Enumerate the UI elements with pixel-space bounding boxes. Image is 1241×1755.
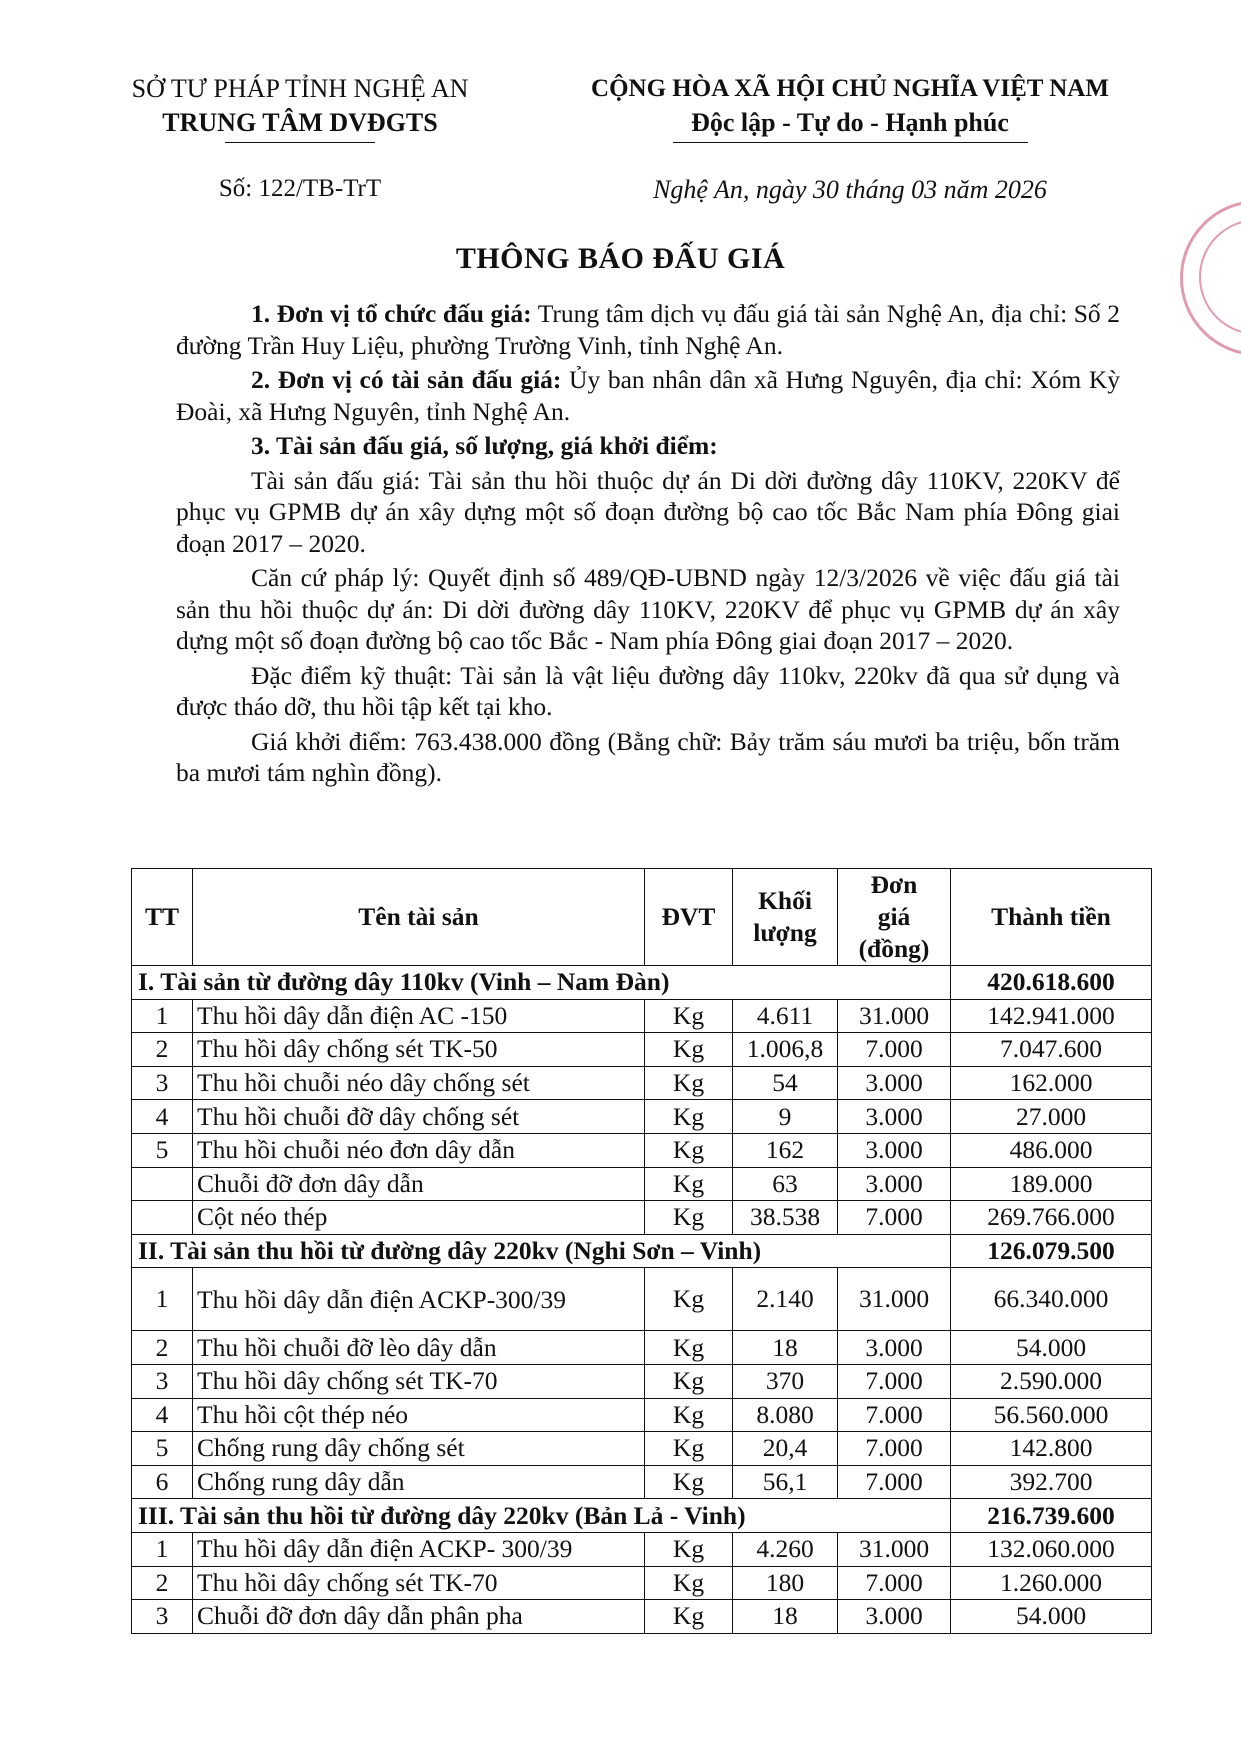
cell-price: 7.000 <box>838 1465 951 1499</box>
cell-tt: 6 <box>132 1465 193 1499</box>
cell-total: 132.060.000 <box>951 1532 1152 1566</box>
section-title: I. Tài sản từ đường dây 110kv (Vinh – Nam Đàn) <box>132 966 951 1000</box>
cell-unit: Kg <box>645 999 733 1033</box>
table-row <box>132 1465 1152 1499</box>
section-total: 420.618.600 <box>951 966 1152 1000</box>
table-row <box>132 1331 1152 1365</box>
cell-total: 54.000 <box>951 1331 1152 1365</box>
section-row <box>132 1234 1152 1268</box>
cell-name: Chuỗi đỡ đơn dây dẫn <box>193 1167 645 1201</box>
cell-qty: 18 <box>733 1600 838 1634</box>
header-price: Đơn giá (đồng) <box>838 869 951 966</box>
cell-total: 142.800 <box>951 1432 1152 1466</box>
header-unit: ĐVT <box>645 869 733 966</box>
paragraph-technical: Đặc điểm kỹ thuật: Tài sản là vật liệu đường dây 110kv, 220kv đã qua sử dụng và được tháo dỡ, thu hồi tập kết tại kho. <box>176 660 1120 721</box>
cell-total: 56.560.000 <box>951 1398 1152 1432</box>
cell-tt: 4 <box>132 1100 193 1134</box>
section-owner-text: Ủy ban nhân dân xã Hưng Nguyên, địa chỉ: Xóm Kỳ Đoài, xã Hưng Nguyên, tỉnh Nghệ An. <box>176 365 1121 426</box>
issuer-center: TRUNG TÂM DVĐGTS <box>162 108 438 137</box>
issuer-underline <box>225 142 375 143</box>
cell-unit: Kg <box>645 1566 733 1600</box>
cell-tt: 5 <box>132 1133 193 1167</box>
section-organizer-text: Trung tâm dịch vụ đấu giá tài sản Nghệ An, địa chỉ: Số 2 đường Trần Huy Liệu, phường Trường Vinh, tỉnh Nghệ An. <box>176 299 1120 360</box>
header-total: Thành tiền <box>951 869 1152 966</box>
section-title: II. Tài sản thu hồi từ đường dây 220kv (Nghi Sơn – Vinh) <box>132 1234 951 1268</box>
cell-name: Thu hồi dây chống sét TK-70 <box>193 1566 645 1600</box>
cell-name: Thu hồi chuỗi néo dây chống sét <box>193 1066 645 1100</box>
cell-tt: 2 <box>132 1331 193 1365</box>
cell-price: 7.000 <box>838 1033 951 1067</box>
cell-price: 3.000 <box>838 1600 951 1634</box>
cell-unit: Kg <box>645 1268 733 1331</box>
cell-total: 54.000 <box>951 1600 1152 1634</box>
table-row <box>132 1566 1152 1600</box>
table-row <box>132 1066 1152 1100</box>
cell-total: 7.047.600 <box>951 1033 1152 1067</box>
cell-tt: 4 <box>132 1398 193 1432</box>
table-row <box>132 1532 1152 1566</box>
cell-qty: 1.006,8 <box>733 1033 838 1067</box>
section-title: III. Tài sản thu hồi từ đường dây 220kv (Bản Lả - Vinh) <box>132 1499 951 1533</box>
table-row <box>132 1600 1152 1634</box>
section-owner-label: 2. Đơn vị có tài sản đấu giá: <box>251 365 562 394</box>
cell-tt: 3 <box>132 1066 193 1100</box>
cell-tt: 1 <box>132 1268 193 1331</box>
cell-unit: Kg <box>645 1201 733 1235</box>
cell-price: 3.000 <box>838 1167 951 1201</box>
cell-name: Chống rung dây chống sét <box>193 1432 645 1466</box>
cell-price: 7.000 <box>838 1398 951 1432</box>
table-row <box>132 1033 1152 1067</box>
place-date: Nghệ An, ngày 30 tháng 03 năm 2026 <box>653 175 1047 204</box>
table-row <box>132 1201 1152 1235</box>
cell-qty: 180 <box>733 1566 838 1600</box>
section-assets-heading <box>176 430 1120 462</box>
asset-table <box>131 868 1152 1634</box>
section-total: 126.079.500 <box>951 1234 1152 1268</box>
table-row <box>132 999 1152 1033</box>
cell-tt: 3 <box>132 1600 193 1634</box>
table-row <box>132 1398 1152 1432</box>
cell-tt: 2 <box>132 1566 193 1600</box>
table-row <box>132 1432 1152 1466</box>
cell-name: Thu hồi chuỗi néo đơn dây dẫn <box>193 1133 645 1167</box>
cell-total: 486.000 <box>951 1133 1152 1167</box>
cell-tt: 1 <box>132 999 193 1033</box>
cell-qty: 56,1 <box>733 1465 838 1499</box>
cell-qty: 9 <box>733 1100 838 1134</box>
cell-unit: Kg <box>645 1066 733 1100</box>
official-seal-icon <box>1180 200 1241 356</box>
cell-price: 3.000 <box>838 1133 951 1167</box>
cell-unit: Kg <box>645 1432 733 1466</box>
national-motto: Độc lập - Tự do - Hạnh phúc <box>691 108 1009 137</box>
section-total: 216.739.600 <box>951 1499 1152 1533</box>
cell-price: 31.000 <box>838 1268 951 1331</box>
cell-tt: 2 <box>132 1033 193 1067</box>
table-row <box>132 1133 1152 1167</box>
table-row <box>132 1364 1152 1398</box>
cell-unit: Kg <box>645 1532 733 1566</box>
cell-name: Thu hồi chuỗi đỡ dây chống sét <box>193 1100 645 1134</box>
cell-total: 66.340.000 <box>951 1268 1152 1331</box>
paragraph-legal-basis: Căn cứ pháp lý: Quyết định số 489/QĐ-UBND ngày 12/3/2026 về việc đấu giá tài sản thu hồi thuộc dự án: Di dời đường dây 110KV, 220KV để phục vụ GPMB dự án xây dựng một số đoạn đường bộ cao tốc Bắc - Nam phía Đông giai đoạn 2017 – 2020. <box>176 563 1120 655</box>
cell-qty: 2.140 <box>733 1268 838 1331</box>
cell-qty: 18 <box>733 1331 838 1365</box>
cell-total: 1.260.000 <box>951 1566 1152 1600</box>
national-motto-block <box>560 72 1140 143</box>
section-assets-label: 3. Tài sản đấu giá, số lượng, giá khởi điểm: <box>251 431 718 460</box>
cell-tt <box>132 1201 193 1235</box>
cell-name: Thu hồi dây dẫn điện ACKP- 300/39 <box>193 1532 645 1566</box>
table-row <box>132 1167 1152 1201</box>
issuer-department: SỞ TƯ PHÁP TỈNH NGHỆ AN <box>131 74 469 103</box>
section-row <box>132 1499 1152 1533</box>
cell-total: 2.590.000 <box>951 1364 1152 1398</box>
section-owner <box>176 364 1120 427</box>
header-tt: TT <box>132 869 193 966</box>
cell-name: Chống rung dây dẫn <box>193 1465 645 1499</box>
cell-price: 31.000 <box>838 999 951 1033</box>
cell-total: 189.000 <box>951 1167 1152 1201</box>
cell-name: Chuỗi đỡ đơn dây dẫn phân pha <box>193 1600 645 1634</box>
cell-tt: 1 <box>132 1532 193 1566</box>
section-row <box>132 966 1152 1000</box>
cell-name: Thu hồi dây chống sét TK-70 <box>193 1364 645 1398</box>
cell-name: Thu hồi dây dẫn điện ACKP-300/39 <box>193 1268 645 1331</box>
cell-price: 7.000 <box>838 1201 951 1235</box>
cell-qty: 4.260 <box>733 1532 838 1566</box>
header-name: Tên tài sản <box>193 869 645 966</box>
notice-body <box>176 298 1120 792</box>
cell-total: 162.000 <box>951 1066 1152 1100</box>
cell-name: Thu hồi cột thép néo <box>193 1398 645 1432</box>
cell-unit: Kg <box>645 1465 733 1499</box>
cell-unit: Kg <box>645 1398 733 1432</box>
cell-qty: 20,4 <box>733 1432 838 1466</box>
national-title: CỘNG HÒA XÃ HỘI CHỦ NGHĨA VIỆT NAM <box>591 75 1109 102</box>
cell-qty: 162 <box>733 1133 838 1167</box>
cell-unit: Kg <box>645 1133 733 1167</box>
cell-unit: Kg <box>645 1331 733 1365</box>
cell-tt: 3 <box>132 1364 193 1398</box>
cell-name: Thu hồi dây chống sét TK-50 <box>193 1033 645 1067</box>
table-row <box>132 1268 1152 1331</box>
document-title: THÔNG BÁO ĐẤU GIÁ <box>455 242 786 275</box>
cell-total: 269.766.000 <box>951 1201 1152 1235</box>
cell-total: 142.941.000 <box>951 999 1152 1033</box>
section-organizer <box>176 298 1120 361</box>
cell-price: 7.000 <box>838 1364 951 1398</box>
cell-tt: 5 <box>132 1432 193 1466</box>
table-header-row <box>132 869 1152 966</box>
cell-unit: Kg <box>645 1600 733 1634</box>
header-qty: Khối lượng <box>733 869 838 966</box>
cell-qty: 8.080 <box>733 1398 838 1432</box>
document-number: Số: 122/TB-TrT <box>218 175 382 202</box>
cell-price: 3.000 <box>838 1066 951 1100</box>
cell-price: 3.000 <box>838 1331 951 1365</box>
cell-price: 3.000 <box>838 1100 951 1134</box>
motto-underline <box>673 142 1028 143</box>
cell-price: 31.000 <box>838 1532 951 1566</box>
cell-name: Thu hồi dây dẫn điện AC -150 <box>193 999 645 1033</box>
cell-qty: 4.611 <box>733 999 838 1033</box>
cell-total: 392.700 <box>951 1465 1152 1499</box>
section-organizer-label: 1. Đơn vị tổ chức đấu giá: <box>251 299 532 328</box>
cell-qty: 63 <box>733 1167 838 1201</box>
paragraph-starting-price: Giá khởi điểm: 763.438.000 đồng (Bằng chữ: Bảy trăm sáu mươi ba triệu, bốn trăm ba mươi tám nghìn đồng). <box>176 726 1120 787</box>
cell-price: 7.000 <box>838 1432 951 1466</box>
cell-price: 7.000 <box>838 1566 951 1600</box>
cell-qty: 38.538 <box>733 1201 838 1235</box>
cell-qty: 370 <box>733 1364 838 1398</box>
cell-name: Cột néo thép <box>193 1201 645 1235</box>
cell-unit: Kg <box>645 1100 733 1134</box>
cell-total: 27.000 <box>951 1100 1152 1134</box>
cell-name: Thu hồi chuỗi đỡ lèo dây dẫn <box>193 1331 645 1365</box>
cell-tt <box>132 1167 193 1201</box>
cell-unit: Kg <box>645 1364 733 1398</box>
cell-unit: Kg <box>645 1167 733 1201</box>
issuer-block <box>100 72 500 143</box>
paragraph-asset: Tài sản đấu giá: Tài sản thu hồi thuộc dự án Di dời đường dây 110KV, 220KV để phục vụ GPMB dự án xây dựng một số đoạn đường bộ cao tốc Bắc Nam phía Đông giai đoạn 2017 – 2020. <box>176 465 1120 558</box>
cell-qty: 54 <box>733 1066 838 1100</box>
table-row <box>132 1100 1152 1134</box>
cell-unit: Kg <box>645 1033 733 1067</box>
